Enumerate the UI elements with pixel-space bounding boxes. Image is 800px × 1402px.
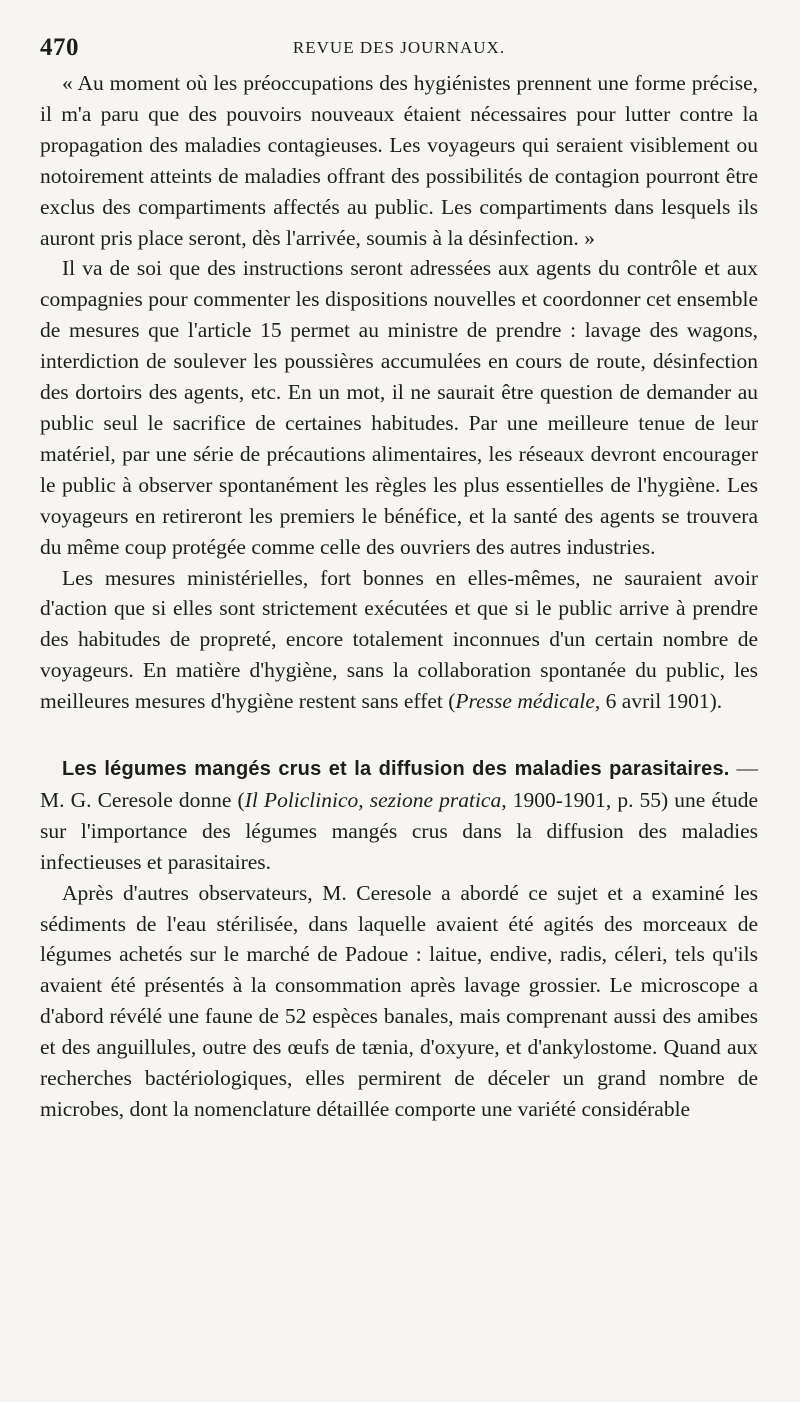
paragraph-ministerial-measures-text: Les mesures ministérielles, fort bonnes en elles-mêmes, ne sauraient avoir d'action que si elles sont strictement exécutées et que si le public arrive à prendre des habitudes de propreté, encore totalement inconnues d'un certain nombre de voyageurs. En matière d'hygiène, sans la collaboration spontanée du public, les meilleures mesures d'hygiène restent sans effet ( [40,565,758,714]
paragraph-ministerial-measures [40,563,758,718]
running-header [40,28,758,68]
article-body [40,68,758,1125]
section-title: Les légumes mangés crus et la diffusion des maladies parasitaires. [62,758,730,781]
journal-title: REVUE DES JOURNAUX. [292,38,506,57]
source-policlinico: Il Policlinico, sezione pratica [244,787,502,812]
page [40,28,758,1125]
section-intro-paragraph [40,753,758,878]
page-number: 470 [40,34,79,61]
source-presse-medicale: Presse médicale [455,689,595,714]
paragraph-ceresole-study: Après d'autres observateurs, M. Ceresole a abordé ce sujet et a examiné les sédiments de l'eau stérilisée, dans laquelle avaient été agités des morceaux de légumes achetés sur le marché de Padoue : laitue, endive, radis, céleri, tels qu'ils avaient été présentés à la consommation après lavage grossier. Le microscope a d'abord révélé une faune de 52 espèces banales, mais comprenant aussi des amibes et des anguillules, outre des œufs de tænia, d'oxyure, et d'ankylostome. Quand aux recherches bactériologiques, elles permirent de déceler un grand nombre de microbes, dont la nomenclature détaillée comporte une variété considérable [40,880,758,1121]
quote-paragraph: « Au moment où les préoccupations des hygiénistes prennent une forme précise, il m'a paru que des pouvoirs nouveaux étaient nécessaires pour lutter contre la propagation des maladies contagieuses. Les voyageurs qui seraient visiblement ou notoirement atteints de maladies offrant des possibilités de contagion pourront être exclus des compartiments affectés au public. Les compartiments dans lesquels ils auront pris place seront, dès l'arrivée, soumis à la désinfection. » [40,71,758,250]
paragraph-instructions: Il va de soi que des instructions seront adressées aux agents du contrôle et aux compagnies pour commenter les dispositions nouvelles et coordonner cet ensemble de mesures que l'article 15 permet au ministre de prendre : lavage des wagons, interdiction de soulever les poussières accumulées en cours de route, désinfection des dortoirs des agents, etc. En un mot, il ne saurait être question de demander au public seul le sacrifice de certaines habitudes. Par une meilleure tenue de leur matériel, par une série de précautions alimentaires, les réseaux devront encourager le public à observer spontanément les règles les plus essentielles de l'hygiène. Les voyageurs en retireront les premiers le bénéfice, et la santé des agents se trouvera du même coup protégée comme celle des ouvriers des autres industries. [40,256,758,559]
section-spacer [40,717,758,753]
section-author: — M. G. Ceresole donne ( [40,756,758,812]
section-intro-rest: , 1900-1901, p. 55) une étude sur l'importance des légumes mangés crus dans la diffusion des maladies infectieuses et parasitaires. [40,787,758,874]
source-date: , 6 avril 1901). [594,689,723,714]
